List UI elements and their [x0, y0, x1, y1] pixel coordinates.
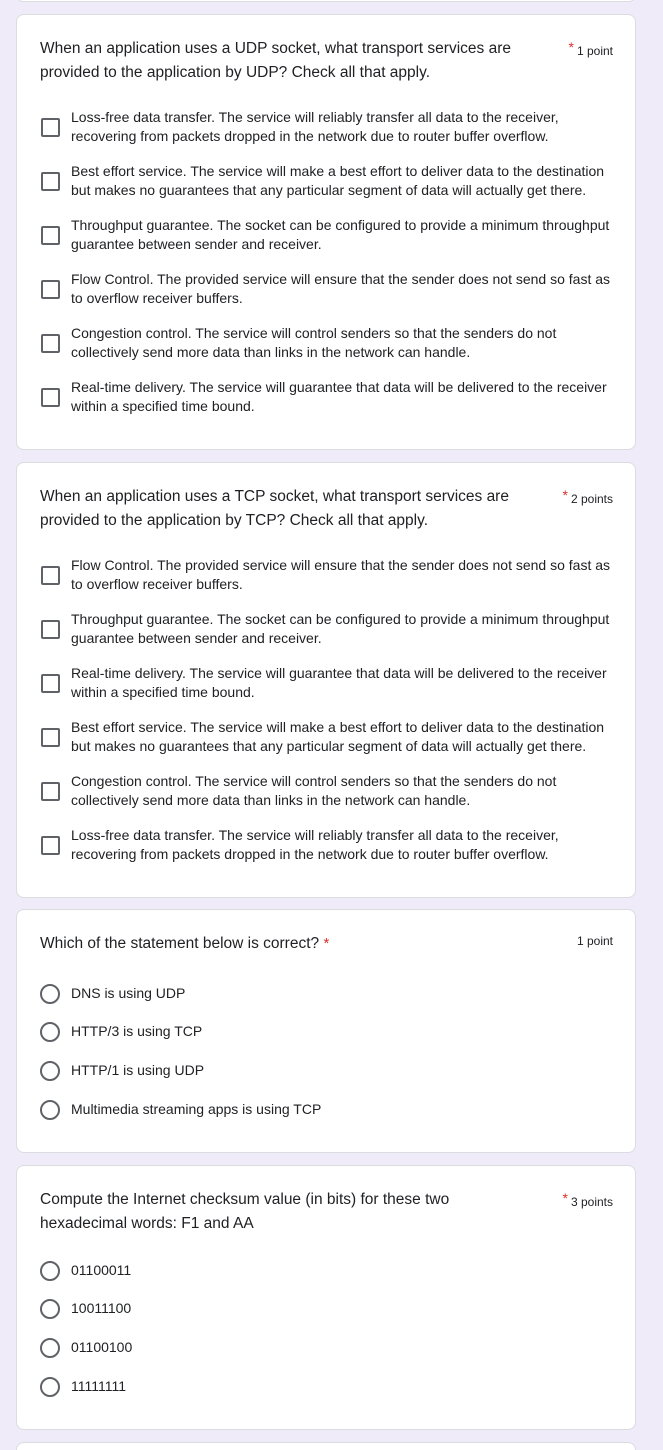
radio-button[interactable] — [40, 1299, 60, 1319]
checkbox[interactable] — [41, 836, 60, 855]
radio-option[interactable] — [40, 1259, 613, 1283]
question-points: 1 point — [576, 934, 613, 948]
option-label: Congestion control. The service will control senders so that the senders do not collectively send more data than links in the network can handle. — [71, 772, 557, 808]
radio-option[interactable] — [40, 1336, 613, 1360]
question-header — [40, 932, 613, 956]
question-points — [569, 39, 613, 58]
radio-option[interactable] — [40, 1020, 613, 1044]
question-title — [40, 932, 540, 956]
points-label: 3 points — [570, 1195, 613, 1209]
question-header — [40, 485, 613, 533]
checkbox-option[interactable] — [40, 215, 613, 255]
option-label: Congestion control. The service will control senders so that the senders do not collectively send more data than links in the network can handle. — [71, 324, 557, 360]
checkbox[interactable] — [41, 334, 60, 353]
next-question-card — [16, 1442, 636, 1450]
checkbox[interactable] — [41, 172, 60, 191]
points-label: 1 point — [576, 44, 613, 58]
checkbox[interactable] — [41, 782, 60, 801]
radio-button[interactable] — [40, 1338, 60, 1358]
radio-button[interactable] — [40, 1261, 60, 1281]
option-label: Flow Control. The provided service will ensure that the sender does not send so fast as to overflow receiver buffers. — [71, 556, 611, 592]
option-label: Flow Control. The provided service will ensure that the sender does not send so fast as to overflow receiver buffers. — [71, 270, 611, 306]
required-asterisk: * — [562, 487, 568, 503]
option-label: 01100100 — [71, 1339, 133, 1356]
option-label: DNS is using UDP — [71, 985, 186, 1002]
checkbox-option[interactable] — [40, 825, 613, 865]
question-card-tcp — [16, 462, 636, 898]
radio-option[interactable] — [40, 1059, 613, 1083]
radio-button[interactable] — [40, 1100, 60, 1120]
option-label: Loss-free data transfer. The service will reliably transfer all data to the receiver, recovering from packets dropped in the network due to router buffer overflow. — [71, 826, 559, 862]
radio-button[interactable] — [40, 1061, 60, 1081]
radio-option[interactable] — [40, 1297, 613, 1321]
radio-button[interactable] — [40, 1377, 60, 1397]
option-label: Best effort service. The service will make a best effort to deliver data to the destination but makes no guarantees that any particular segment of data will actually get there. — [71, 162, 605, 198]
option-label: Real-time delivery. The service will guarantee that data will be delivered to the receiver within a specified time bound. — [71, 378, 607, 414]
option-label: Multimedia streaming apps is using TCP — [71, 1101, 322, 1118]
points-label: 2 points — [570, 492, 613, 506]
radio-option[interactable] — [40, 1098, 613, 1122]
checkbox[interactable] — [41, 118, 60, 137]
checkbox-option[interactable] — [40, 269, 613, 309]
required-asterisk: * — [568, 39, 574, 55]
checkbox-option[interactable] — [40, 323, 613, 363]
checkbox-option[interactable] — [40, 377, 613, 417]
question-title: When an application uses a TCP socket, what transport services are provided to the application by TCP? Check all that apply. — [40, 488, 509, 529]
question-header — [40, 1188, 613, 1236]
checkbox[interactable] — [41, 620, 60, 639]
question-title-text: Which of the statement below is correct? — [40, 935, 320, 952]
question-points — [563, 1190, 613, 1209]
question-title: Compute the Internet checksum value (in bits) for these two hexadecimal words: F1 and AA — [40, 1191, 450, 1232]
radio-option[interactable] — [40, 982, 613, 1006]
required-asterisk: * — [323, 935, 330, 952]
option-label: Best effort service. The service will make a best effort to deliver data to the destination but makes no guarantees that any particular segment of data will actually get there. — [71, 718, 605, 754]
checkbox-option[interactable] — [40, 555, 613, 595]
checkbox[interactable] — [41, 566, 60, 585]
checkbox[interactable] — [41, 728, 60, 747]
checkbox[interactable] — [41, 226, 60, 245]
question-points — [563, 487, 613, 506]
question-title: When an application uses a UDP socket, what transport services are provided to the application by UDP? Check all that apply. — [40, 40, 511, 81]
radio-button[interactable] — [40, 1022, 60, 1042]
previous-question-card — [16, 0, 636, 2]
option-label: 10011100 — [71, 1300, 132, 1317]
question-header — [40, 37, 613, 85]
required-asterisk: * — [562, 1190, 568, 1206]
option-label: Real-time delivery. The service will guarantee that data will be delivered to the receiver within a specified time bound. — [71, 664, 607, 700]
option-label: HTTP/3 is using TCP — [71, 1023, 203, 1040]
option-label: HTTP/1 is using UDP — [71, 1062, 205, 1079]
checkbox[interactable] — [41, 674, 60, 693]
checkbox-option[interactable] — [40, 161, 613, 201]
checkbox-option[interactable] — [40, 107, 613, 147]
question-card-udp — [16, 14, 636, 450]
question-card-statement — [16, 909, 636, 1153]
radio-option[interactable] — [40, 1375, 613, 1399]
radio-button[interactable] — [40, 984, 60, 1004]
checkbox[interactable] — [41, 388, 60, 407]
option-label: Throughput guarantee. The socket can be configured to provide a minimum throughput guarantee between sender and receiver. — [71, 216, 610, 252]
option-label: 11111111 — [71, 1378, 127, 1395]
option-label: Throughput guarantee. The socket can be configured to provide a minimum throughput guarantee between sender and receiver. — [71, 610, 610, 646]
checkbox-option[interactable] — [40, 663, 613, 703]
option-label: Loss-free data transfer. The service will reliably transfer all data to the receiver, recovering from packets dropped in the network due to router buffer overflow. — [71, 108, 559, 144]
checkbox-option[interactable] — [40, 771, 613, 811]
checkbox[interactable] — [41, 280, 60, 299]
option-label: 01100011 — [71, 1262, 132, 1279]
question-card-checksum — [16, 1165, 636, 1430]
checkbox-option[interactable] — [40, 717, 613, 757]
checkbox-option[interactable] — [40, 609, 613, 649]
